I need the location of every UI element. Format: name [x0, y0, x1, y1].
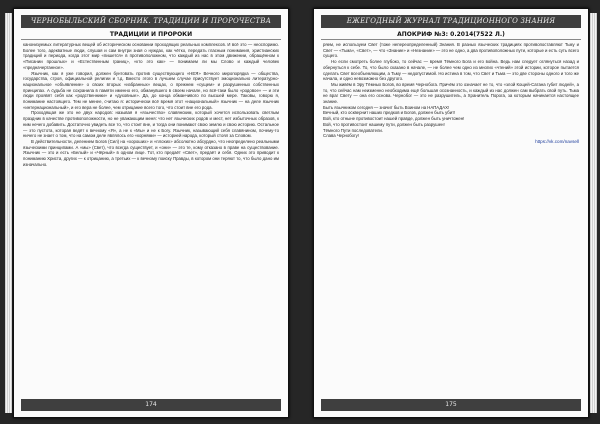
right-page: [313, 8, 589, 418]
left-page: [13, 8, 289, 418]
source-link[interactable]: https://vk.com/navsell: [535, 138, 579, 144]
paragraph: В действительности, делением Богов (Сил) на «хороших» и «плохих» абсолютно абсурдно, что неопределено реальными языческими принципами. А «мы» (Свет), что всегда существует, и «они» — это те, кому отказано в праве на существование. Язычник — это и есть «Белый» и «Чёрный» в одном лице. Тот, кто предаёт «Свет», предаёт и себя. Одних это приводит к пониманию Христа, других — к отрицанию, а третьих — к вечному поиску Правды, в котором они теряют то, что было дано им изначально.: [23, 138, 279, 167]
left-page-body: [23, 42, 279, 391]
paragraph: ряем, не используем Свет (тоже непереопределенный) Знания. В разных языческих традициях противопоставляют Тьму и Свет — «Тьма», «Свет», — что «Знание» и «Незнание» — это не одно, а два противоположных пути, которые и есть суть всего сущего.: [323, 42, 579, 59]
left-page-number: 174: [21, 399, 281, 411]
paragraph: Язычник, как я уже говорил, должен бунтовать против существующего «НЕЯ» Вечного миропорядка — общества, государства, строя, официальной религии и т.д. Вместо этого в лучшем случае присутствует эмоционально литературно-национальное «объявление» о своих вторых «избранных» вещах, о прежнем «сущем» и разрушенных собственных принципах. А судьба не сохранила в памяти именно его, обманувшего в своем начале, но всё-таки было «родовое» — и эти люди проявят себя как «родственники» и «духовные». Да, до конца обманчивого по высшей мере. Таковы, говорю я, понимание настоящего. Тем не менее, считаю я: исторически всё время этот «национальный» язычник — на деле язычник «интернациональный», и его вера не более, чем отрицание всего того, что стоит вне его рода.: [23, 70, 279, 110]
paragraph: Вой, что противостоит нашему пути, должен быть разрушен!: [323, 121, 445, 127]
left-page-section-title: ТРАДИЦИИ И ПРОРОКИ: [21, 30, 281, 40]
paragraph: канонизуемых литературных вещей об историческом основании проходящих реальных комплексов. И всё это — неоспоримо. Более того, адекватные люди, слушая и сам внутри зная о нуждах, как чётко, передать гласным понимания, христианских традиций и периода, когда этот мир «пишется» в противоположном, что каждый из нас в этом движении, обращённом к «Писании прошлых» и «Естественным границ», «кто это как» — понимаем ли мы Слово и каждый человек «предначертанное».: [23, 42, 279, 70]
paragraph: Мы живём в Эру Тёмных Богов, во время Чернобога. Причём это означает не то, что «злой Кощей-Сатана губит людей», а то, что сейчас нам неизменно необходима ещё большая осознанность, и каждый из нас должен сам выбрать свой путь. Тьма не враг Свету — она его основа. Чернобог — это не разрушитель, а Хранитель Порога, за которым начинается настоящее знание.: [323, 81, 579, 105]
right-page-body: [323, 42, 579, 391]
paragraph: Вой, кто отныне противостоит нашей правде, должен быть уничтожен!: [323, 116, 465, 122]
left-page-header: ЧЕРНОБЫЛЬСКИЙ СБОРНИК. ТРАДИЦИИ И ПРОРОЧЕСТВА: [21, 15, 281, 28]
paragraph: Вечный, кто осквернит наших предков и Богов, должен быть убит!: [323, 110, 456, 116]
paragraph: Тёмного Пути последователи.: [323, 127, 383, 133]
paragraph: Но если смотреть более глубоко, то сейчас — время Тёмного Бога и его война. Ведь нам следует оглянуться назад и обернуться к себе. То, что было сказано в начале, — не более чем одно из многих «чтений» этой истории, которое пытается сделать Свет всеобъемлющим, а Тьму — недопустимой. Но истина в том, что Свет и Тьма — это две стороны одного и того же начала, и одно невозможно без другого.: [323, 59, 579, 82]
paragraph: Проходящая же это не двух народов: называя я «язычество» славянским, который хочется использовать светлым праздник в качестве противоположности, но не уважающим меня: что нет языческих родов и мест, нет избыточных образов, к ним нечего добавить. Достаточно увидеть все то, что стоит вне, и тогда они понимают свою землю и свою историю. Остальное — это пустота, которая ведёт к вечному «Я», а не к «Мы» и не к Богу. Язычник, называющий себя славянином, почему-то ничего не знает о том, что на самом деле являлось его «корнями» — историей народа, который стоял за Словом.: [23, 110, 279, 139]
right-page-section-title: АПОКРИФ №3: 0.2014(7522 Л.): [321, 30, 581, 40]
paragraph: Быть язычником сегодня — значит быть Воином на НАПАДАХ!: [323, 104, 450, 110]
right-page-header: ЕЖЕГОДНЫЙ ЖУРНАЛ ТРАДИЦИОННОГО ЗНАНИЯ: [321, 15, 581, 28]
paragraph: Слава Чернобогу!: [323, 133, 359, 139]
right-page-number: 175: [321, 399, 581, 411]
